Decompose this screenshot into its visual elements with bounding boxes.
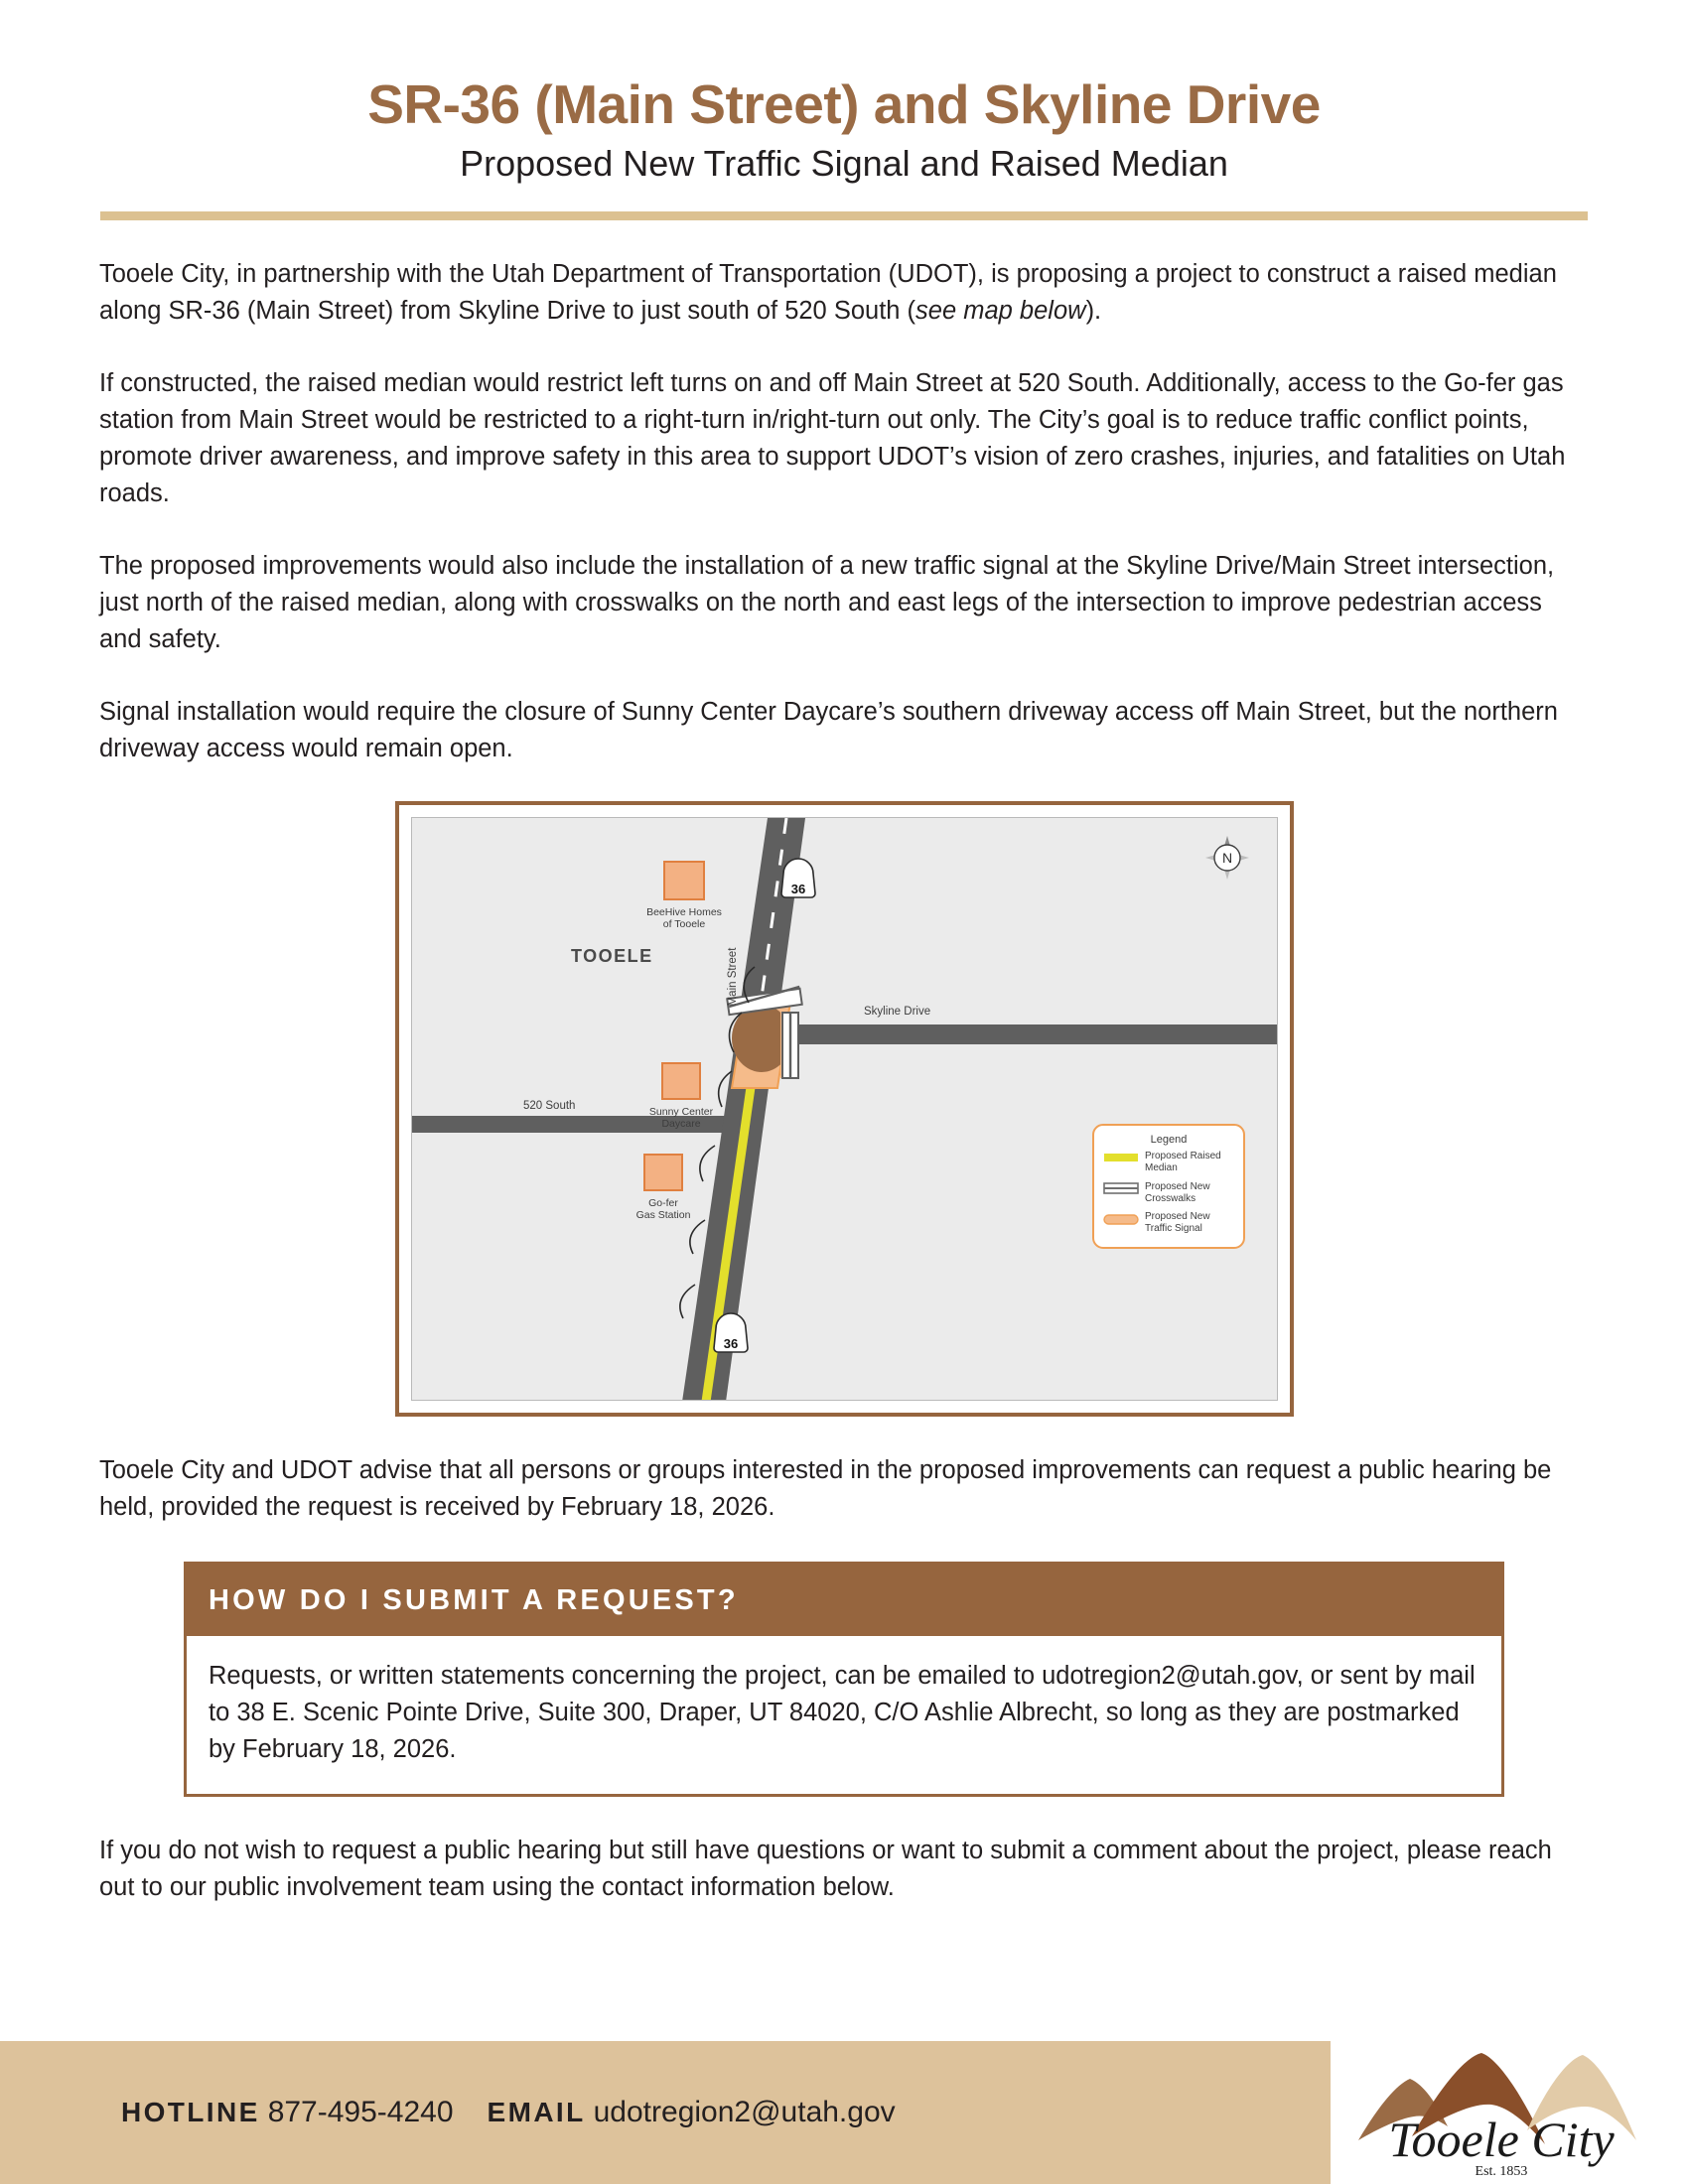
signal-swatch (1104, 1215, 1138, 1224)
map-graphic (412, 818, 1278, 1401)
paragraph-intro-emphasis: see map below (915, 296, 1086, 325)
route-shield-36-south (714, 1313, 748, 1352)
project-map (411, 817, 1278, 1401)
svg-text:Gas Station: Gas Station (635, 1208, 690, 1221)
route-shield-36-north (781, 859, 815, 897)
svg-text:Traffic Signal: Traffic Signal (1144, 1222, 1202, 1234)
svg-text:BeeHive Homes: BeeHive Homes (645, 905, 722, 918)
svg-text:Median: Median (1144, 1161, 1178, 1173)
paragraph-contact-prompt: If you do not wish to request a public hearing but still have questions or want to submit a comment about the project, please reach out to our public involvement team using the contact information below. (99, 1837, 1552, 1902)
page-footer (0, 2041, 1688, 2184)
callout-body: Requests, or written statements concerning the project, can be emailed to udotregion2@utah.gov, or sent by mail to 38 E. Scenic Pointe Drive, Suite 300, Draper, UT 84020, C/O Ashlie Albrecht, so long as they are postmarked by February 18, 2026. (209, 1661, 1476, 1764)
email-value[interactable]: udotregion2@utah.gov (593, 2096, 896, 2128)
svg-text:N: N (1221, 849, 1232, 866)
logo-wordmark: Tooele City (1388, 2112, 1615, 2167)
svg-text:Sunny Center: Sunny Center (648, 1105, 713, 1118)
map-legend (1093, 1125, 1244, 1248)
paragraph-driveway-closure: Signal installation would require the closure of Sunny Center Daycare’s southern driveway access off Main Street, but the northern driveway access would remain open. (99, 697, 1558, 762)
legend-title: Legend (1150, 1133, 1187, 1146)
map-city-label: TOOELE (570, 945, 653, 966)
header-divider (100, 211, 1588, 220)
svg-text:Go-fer: Go-fer (647, 1196, 678, 1209)
footer-contact-bar (0, 2041, 1331, 2184)
callout-heading: HOW DO I SUBMIT A REQUEST? (187, 1565, 1501, 1636)
document-content (0, 256, 1688, 1906)
paragraph-median-effects: If constructed, the raised median would restrict left turns on and off Main Street at 520 South. Additionally, access to the Go-fer gas station from Main Street would be restricted to a right-turn in/right-turn out only. The City’s goal is to reduce traffic conflict points, promote driver awareness, and improve safety in this area to support UDOT’s vision of zero crashes, injuries, and fatalities on Utah roads. (99, 368, 1566, 507)
svg-text:Proposed Raised: Proposed Raised (1144, 1150, 1221, 1161)
paragraph-signal-improvements: The proposed improvements would also include the installation of a new traffic signal at the Skyline Drive/Main Street intersection, just north of the raised median, along with crosswalks on the north and east legs of the intersection to improve pedestrian access and safety. (99, 551, 1555, 653)
project-map-figure (395, 801, 1294, 1417)
median-swatch (1104, 1154, 1138, 1161)
map-label-skyline-drive: Skyline Drive (863, 1005, 930, 1018)
road-skyline-drive (760, 1024, 1278, 1044)
svg-text:Crosswalks: Crosswalks (1144, 1192, 1196, 1204)
paragraph-public-hearing: Tooele City and UDOT advise that all persons or groups interested in the proposed improvements can request a public hearing be held, provided the request is received by February 18, 2026. (99, 1455, 1552, 1521)
page-title: SR-36 (Main Street) and Skyline Drive (367, 73, 1321, 135)
svg-text:of Tooele: of Tooele (662, 917, 705, 930)
svg-text:Proposed New: Proposed New (1144, 1210, 1210, 1222)
map-label-main-street: Main Street (726, 947, 739, 1007)
hotline-value[interactable]: 877-495-4240 (267, 2096, 454, 2128)
page-header (0, 0, 1688, 220)
svg-text:36: 36 (723, 1335, 738, 1351)
logo-established: Est. 1853 (1475, 2164, 1528, 2179)
poi-gofer-gas-station (635, 1155, 690, 1221)
submit-request-callout (184, 1562, 1504, 1798)
svg-text:Proposed New: Proposed New (1144, 1180, 1210, 1192)
hotline-label: HOTLINE (121, 2097, 260, 2127)
svg-text:Daycare: Daycare (660, 1117, 701, 1130)
map-label-520-south: 520 South (522, 1099, 575, 1112)
proposed-crosswalk-east (782, 1013, 798, 1078)
svg-text:36: 36 (790, 881, 805, 896)
paragraph-intro-text-a: Tooele City, in partnership with the Utah Department of Transportation (UDOT), is proposing a project to construct a raised median along SR-36 (Main Street) from Skyline Drive to just south of 520 South ( (99, 259, 1557, 325)
footer-contact-text (121, 2096, 896, 2129)
tooele-city-logo (1331, 2045, 1672, 2184)
paragraph-intro (99, 256, 1589, 330)
paragraph-intro-text-b: ). (1085, 296, 1102, 325)
page-subtitle: Proposed New Traffic Signal and Raised Median (460, 143, 1228, 185)
email-label: EMAIL (487, 2097, 586, 2127)
